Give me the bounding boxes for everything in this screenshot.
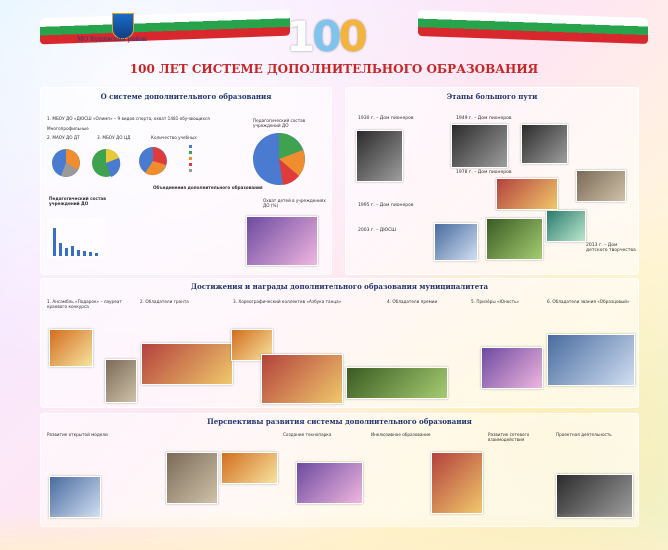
- award-photo-7: [481, 347, 543, 389]
- stage-1-text: 1930 г. – Дом пионеров: [358, 116, 414, 121]
- stage-3-text: 1978 г. – Дом пионеров: [456, 170, 512, 175]
- about-panel: [40, 87, 332, 275]
- achievements-panel: [40, 278, 639, 408]
- chart-caption: Объединения дополнительного образования: [153, 185, 263, 190]
- persp-photo-5: [431, 452, 483, 514]
- achievement-1: 1. Ансамбль «Подарок» – лауреат краевого конкурса: [47, 299, 122, 309]
- stages-title: Этапы большого пути: [446, 92, 538, 101]
- stage-photo-8: [496, 178, 558, 210]
- bars-title: Педагогический состав учреждений ДО: [49, 196, 106, 206]
- tricolor-ribbon-right: [418, 10, 648, 44]
- stage-photo-4: [576, 170, 626, 202]
- achievement-3: 3. Хореографический коллектив «Азбука танца»: [233, 299, 342, 304]
- perspectives-panel: [40, 413, 639, 527]
- stage-2-text: 1949 г. – Дом пионеров: [456, 116, 512, 121]
- award-photo-1: [49, 329, 93, 367]
- persp-photo-4: [296, 462, 363, 504]
- perspective-2: Создание технопарка: [283, 432, 332, 437]
- chart-label: Охват детей в учреждениях ДО (%): [263, 198, 326, 208]
- perspective-5: Проектная деятельность: [556, 432, 612, 437]
- stage-photo-1: [356, 130, 403, 182]
- award-photo-8: [547, 334, 635, 386]
- about-intro: 1. МБОУ ДО «ДЮСШ «Олимп» – 9 видов спорта, охват 1481 обучающихся: [47, 116, 210, 121]
- persp-photo-2: [166, 452, 218, 504]
- decorative-footer: [0, 512, 668, 550]
- stage-photo-6: [486, 218, 543, 260]
- stage-photo-3: [521, 124, 568, 164]
- stage-5-text: 2003 г. – ДЮСШ: [358, 228, 397, 233]
- award-photo-2: [105, 359, 137, 403]
- stage-photo-7: [546, 210, 586, 242]
- achievement-2: 2. Обладатели гранта: [140, 299, 189, 304]
- perspectives-title: Перспективы развития системы дополнительного образования: [207, 417, 472, 426]
- persp-photo-3: [221, 452, 278, 484]
- award-photo-3: [141, 343, 233, 385]
- stage-photo-2: [451, 124, 508, 168]
- stage-photo-5: [434, 223, 478, 261]
- award-photo-5: [261, 354, 343, 404]
- hundred-logo: 100: [286, 12, 365, 61]
- achievements-title: Достижения и награды дополнительного образования муниципалитета: [190, 282, 489, 291]
- achievement-5: 5. Призёры «Юность»: [471, 299, 520, 304]
- main-title: 100 ЛЕТ СИСТЕМЕ ДОПОЛНИТЕЛЬНОГО ОБРАЗОВАНИЯ: [129, 62, 539, 76]
- quality-label: Количество учебных: [151, 135, 197, 140]
- perspective-3: Инклюзивное образование: [371, 432, 431, 437]
- award-photo-6: [346, 367, 448, 399]
- perspective-4: Развитие сетевого взаимодействия: [488, 432, 530, 442]
- stage-4-text: 1995 г. – Дом пионеров: [358, 203, 414, 208]
- school2-label: 2. МАОУ ДО ДТ: [47, 135, 80, 140]
- team-photo: [246, 216, 318, 266]
- about-title: О системе дополнительного образования: [100, 92, 272, 101]
- profile-label: Многопрофильные: [47, 126, 89, 131]
- stages-panel: [345, 87, 639, 275]
- achievement-6: 6. Обладатели звания «Образцовый»: [547, 299, 630, 304]
- school3-label: 3. МБОУ ДО ЦД: [97, 135, 131, 140]
- stage-6-text: 2013 г. – Дом детского творчества: [586, 243, 636, 253]
- region-name: МО Кущёвский район: [77, 36, 147, 43]
- teachers-label: Педагогический состав учреждений ДО: [253, 118, 306, 128]
- achievement-4: 4. Обладатели премии: [387, 299, 438, 304]
- perspective-1: Развитие открытой модели: [47, 432, 108, 437]
